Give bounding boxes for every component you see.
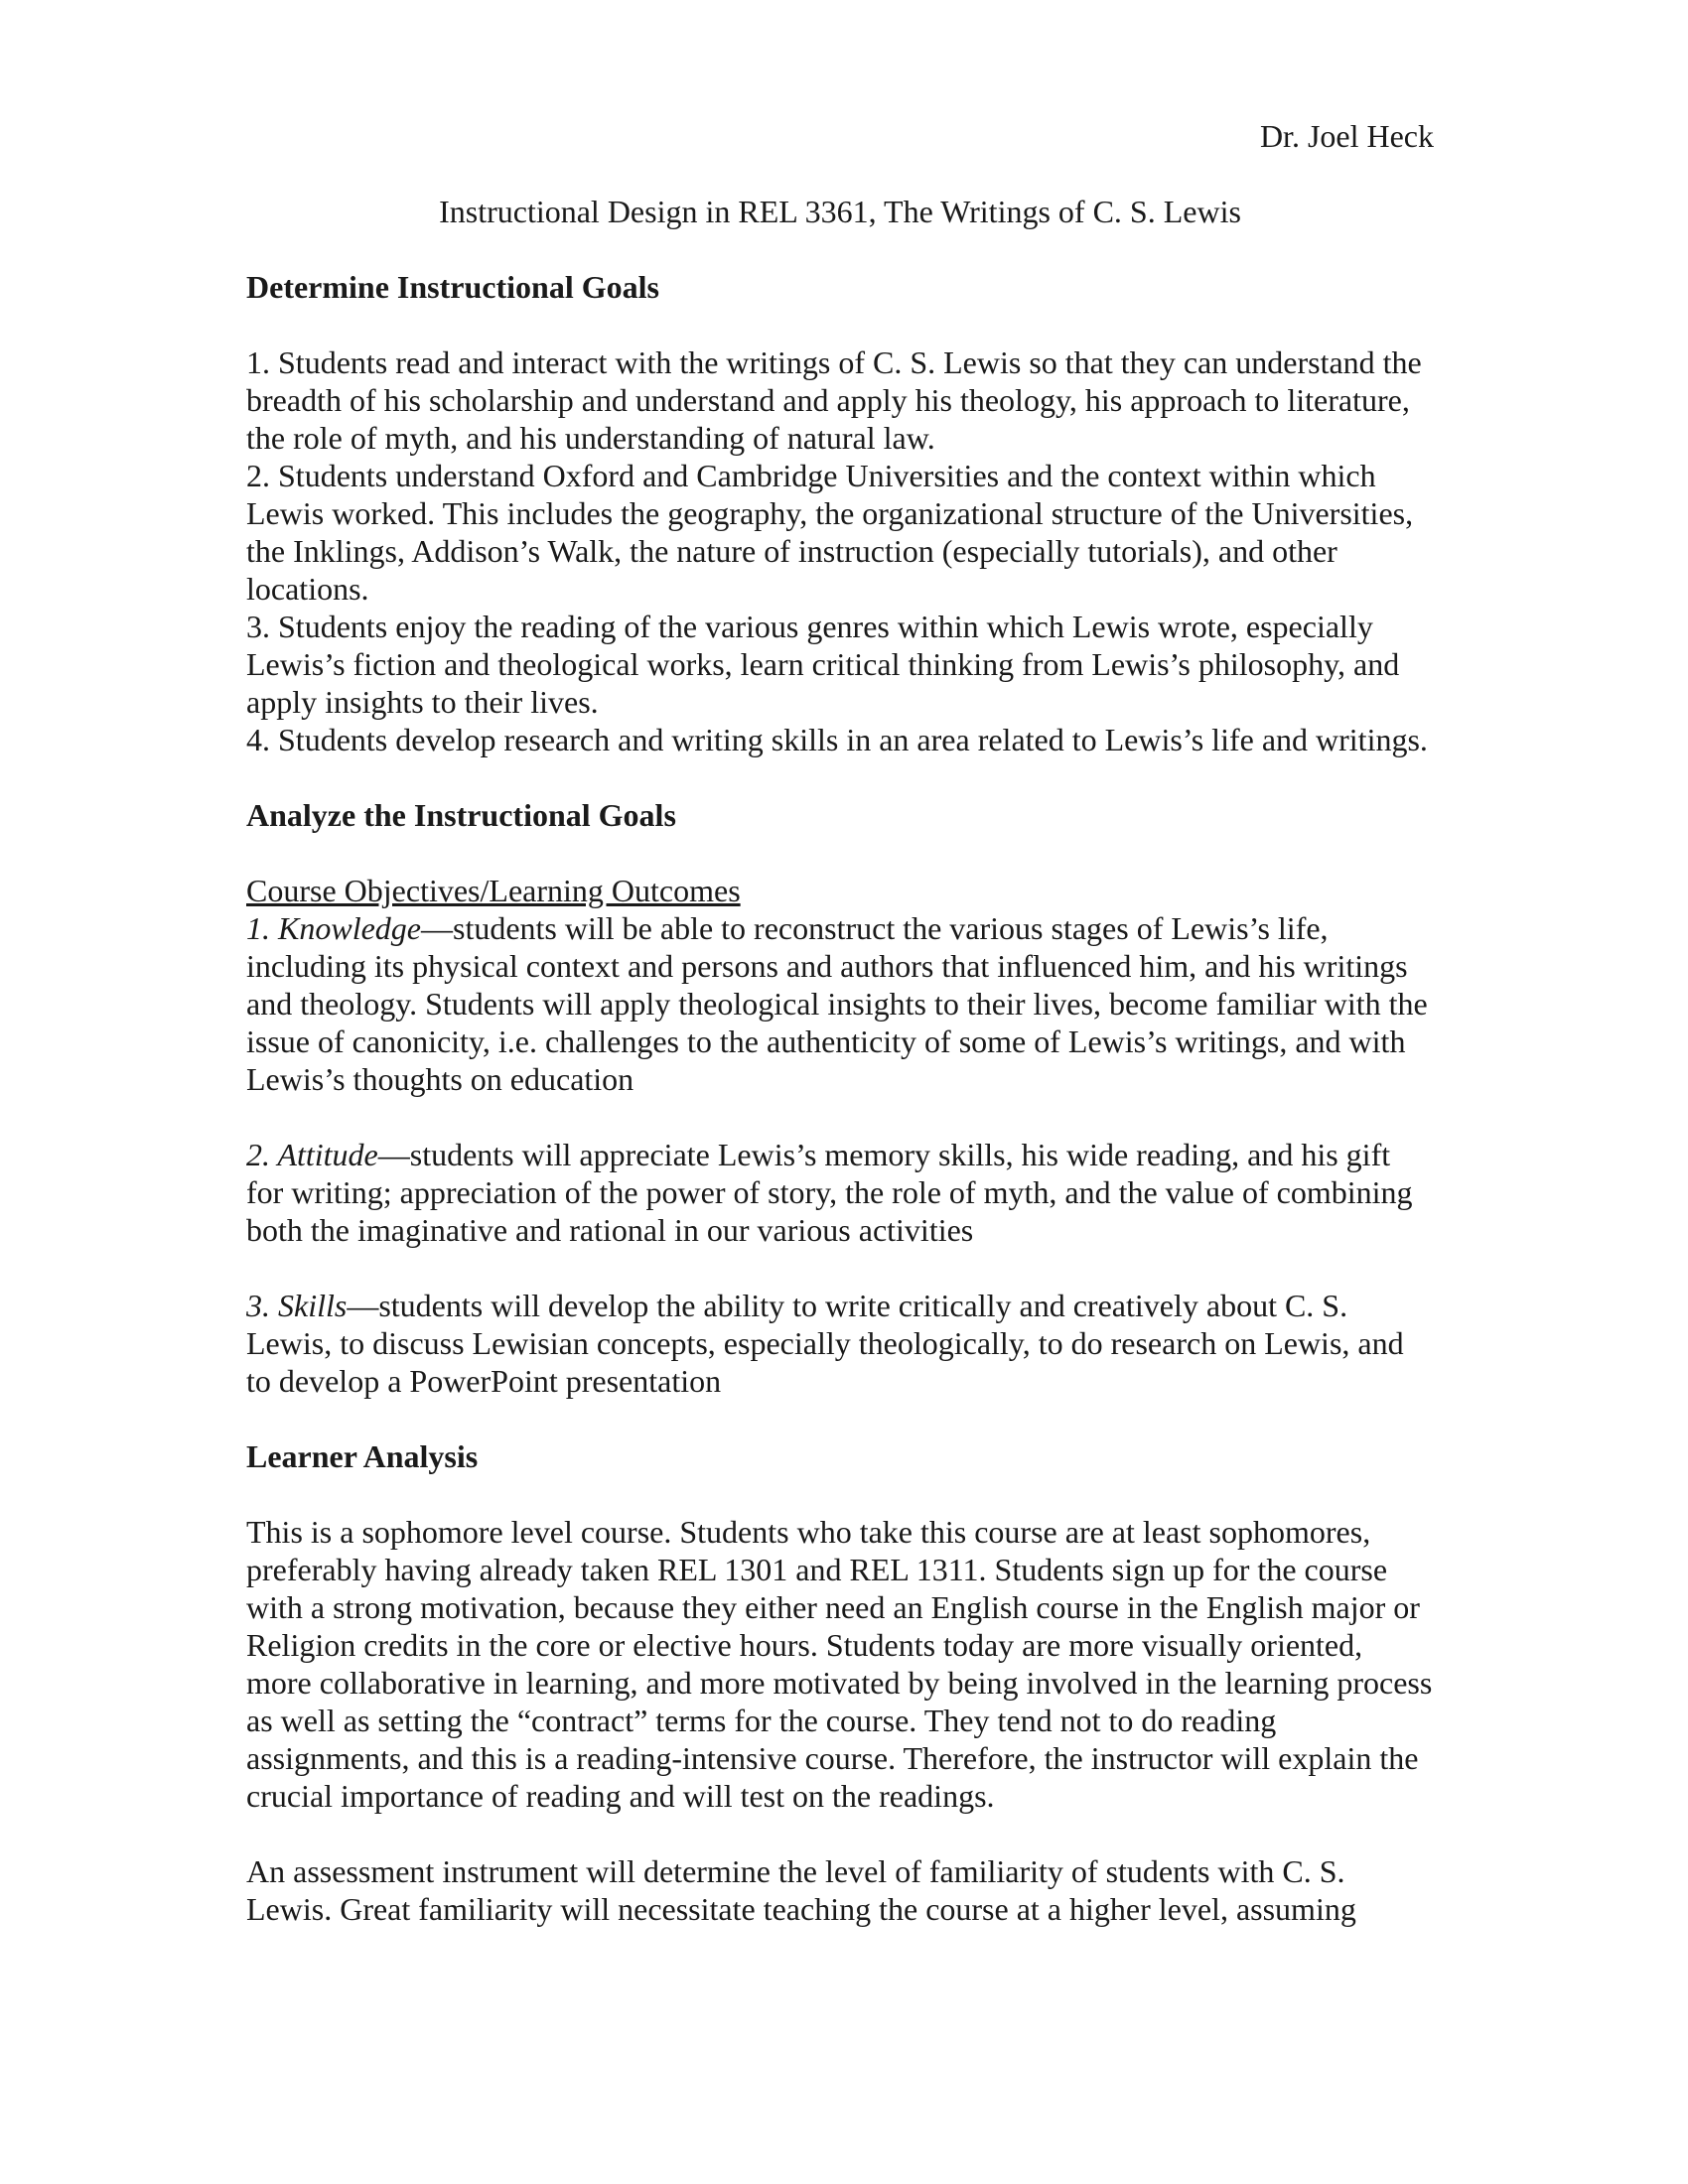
objective-text: —students will be able to reconstruct the various stages of Lewis’s life, including its physical context and persons and authors that influenced him, and his writings and theology. Students will apply theological insights to their lives, become familiar with the issue of canonicity, i.e. challenges to the authenticity of some of Lewis’s writings, and with Lewis’s thoughts on education (246, 910, 1428, 1097)
section-heading-analyze: Analyze the Instructional Goals (246, 797, 676, 833)
author-name: Dr. Joel Heck (1259, 118, 1434, 154)
goals-list (246, 343, 1434, 758)
objective-text: —students will develop the ability to write critically and creatively about C. S. Lewis, to discuss Lewisian concepts, especially theologically, to do research on Lewis, and to develop a PowerPoint presentation (246, 1288, 1404, 1399)
section-heading-learner: Learner Analysis (246, 1438, 479, 1474)
objective-text: —students will appreciate Lewis’s memory skills, his wide reading, and his gift for writing; appreciation of the power of story, the role of myth, and the value of combining both the imaginative and rational in our various activities (246, 1137, 1413, 1248)
objective-item (246, 1136, 1434, 1249)
objectives-subheading: Course Objectives/Learning Outcomes (246, 873, 741, 908)
objective-label: 2. Attitude (246, 1137, 378, 1172)
objective-label: 1. Knowledge (246, 910, 421, 946)
document-page (246, 117, 1434, 1928)
document-title: Instructional Design in REL 3361, The Writings of C. S. Lewis (439, 194, 1241, 229)
objective-item (246, 909, 1434, 1098)
objective-label: 3. Skills (246, 1288, 348, 1323)
goal-item: 2. Students understand Oxford and Cambridge Universities and the context within which Lewis worked. This includes the geography, the organizational structure of the Universities, the Inklings, Addison’s Walk, the nature of instruction (especially tutorials), and other locations. (246, 458, 1414, 607)
goal-item: 4. Students develop research and writing skills in an area related to Lewis’s life and writings. (246, 722, 1428, 757)
section-heading-goals: Determine Instructional Goals (246, 269, 659, 305)
objective-item (246, 1287, 1434, 1400)
body-paragraph: This is a sophomore level course. Students who take this course are at least sophomores, preferably having already taken REL 1301 and REL 1311. Students sign up for the course with a strong motivation, because they either need an English course in the English major or Religion credits in the core or elective hours. Students today are more visually oriented, more collaborative in learning, and more motivated by being involved in the learning process as well as setting the “contract” terms for the course. They tend not to do reading assignments, and this is a reading-intensive course. Therefore, the instructor will explain the crucial importance of reading and will test on the readings. (246, 1514, 1433, 1814)
goal-item: 1. Students read and interact with the writings of C. S. Lewis so that they can understand the breadth of his scholarship and understand and apply his theology, his approach to literature, the role of myth, and his understanding of natural law. (246, 344, 1422, 456)
goal-item: 3. Students enjoy the reading of the various genres within which Lewis wrote, especially Lewis’s fiction and theological works, learn critical thinking from Lewis’s philosophy, and apply insights to their lives. (246, 609, 1400, 720)
body-paragraph: An assessment instrument will determine the level of familiarity of students with C. S. Lewis. Great familiarity will necessitate teaching the course at a higher level, assuming (246, 1853, 1356, 1927)
